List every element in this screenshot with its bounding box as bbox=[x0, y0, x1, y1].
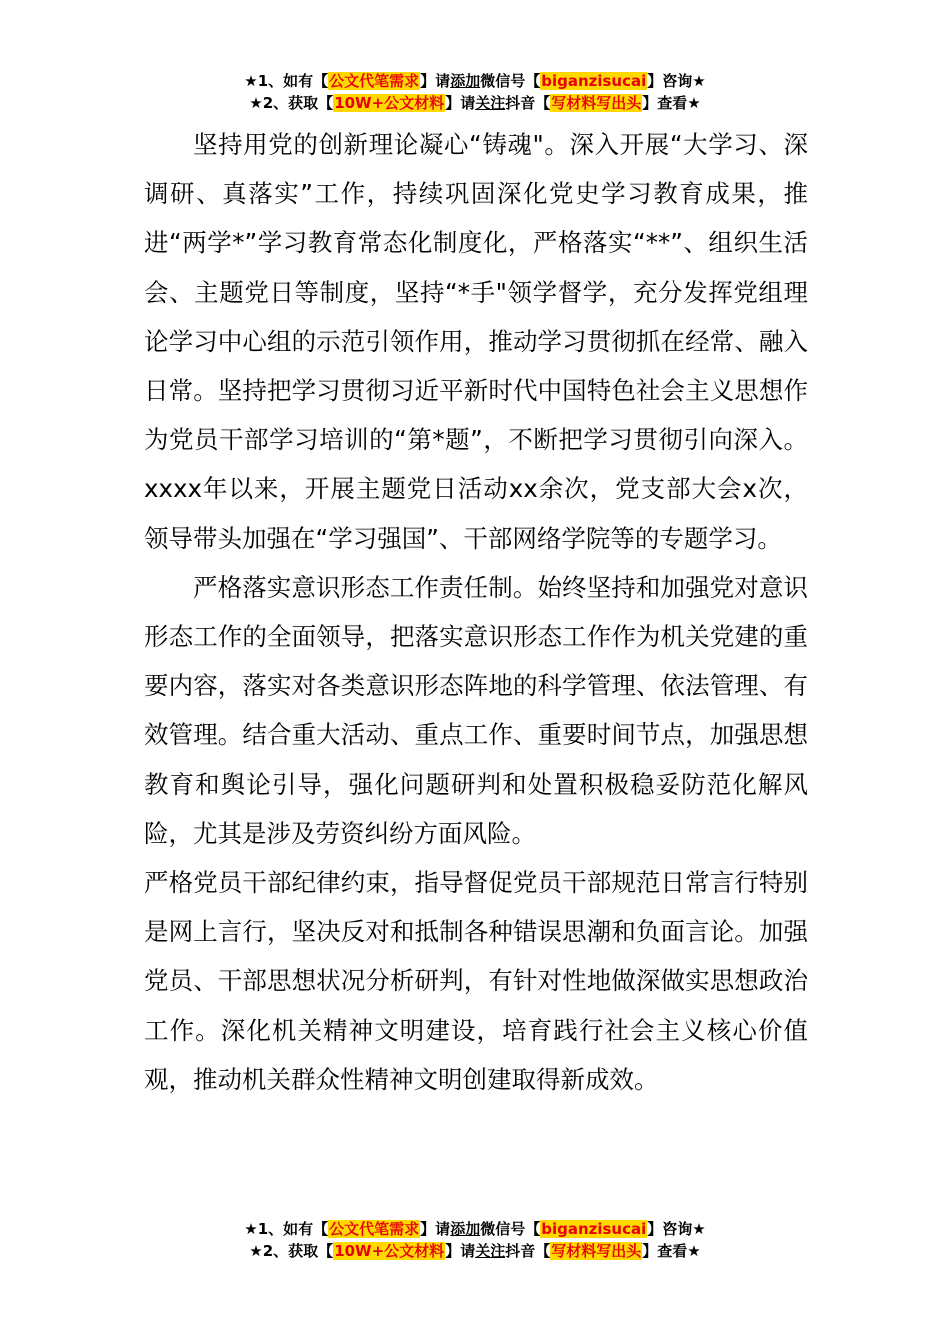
promo-highlight: 10W+公文材料 bbox=[334, 1242, 445, 1260]
promo-text: ★1、如有【 bbox=[244, 72, 329, 90]
promo-text: 】查看★ bbox=[642, 1242, 701, 1260]
promo-text: 微信号【 bbox=[480, 72, 541, 90]
promo-highlight-wechat-id: biganzisucai bbox=[541, 72, 647, 90]
body-paragraph: 严格落实意识形态工作责任制。始终坚持和加强党对意识形态工作的全面领导，把落实意识形态工作作为机关党建的重要内容，落实对各类意识形态阵地的科学管理、依法管理、有效管理。结合重大活动、重点工作、重要时间节点，加强思想教育和舆论引导，强化问题研判和处置积极稳妥防范化解风险，尤其是涉及劳资纠纷方面风险。 bbox=[144, 572, 808, 848]
promo-text: 】咨询★ bbox=[647, 1220, 706, 1238]
promo-highlight-douyin-id: 写材料写出头 bbox=[551, 1242, 642, 1260]
promo-line-2 bbox=[0, 92, 950, 114]
promo-banner-top bbox=[0, 70, 950, 114]
promo-text: ★1、如有【 bbox=[244, 1220, 329, 1238]
promo-text: 抖音【 bbox=[505, 94, 551, 112]
body-paragraph: 坚持用党的创新理论凝心“铸魂"。深入开展“大学习、深调研、真落实”工作，持续巩固深化党史学习教育成果，推进“两学*”学习教育常态化制度化，严格落实“**”、组织生活会、主题党日等制度，坚持“*手"领学督学，充分发挥党组理论学习中心组的示范引领作用，推动学习贯彻抓在经常、融入日常。坚持把学习贯彻习近平新时代中国特色社会主义思想作为党员干部学习培训的“第*题”，不断把学习贯彻引向深入。xxxx年以来，开展主题党日活动xx余次，党支部大会x次，领导带头加强在“学习强国”、干部网络学院等的专题学习。 bbox=[144, 130, 808, 553]
promo-text: 】咨询★ bbox=[647, 72, 706, 90]
promo-highlight: 公文代笔需求 bbox=[329, 72, 420, 90]
body-paragraph: 严格党员干部纪律约束，指导督促党员干部规范日常言行特别是网上言行，坚决反对和抵制各种错误思潮和负面言论。加强党员、干部思想状况分析研判，有针对性地做深做实思想政治工作。深化机关精神文明建设，培育践行社会主义核心价值观，推动机关群众性精神文明创建取得新成效。 bbox=[144, 868, 808, 1094]
promo-text: 】请 bbox=[420, 72, 451, 90]
promo-underlined-text: 关注 bbox=[475, 1242, 506, 1260]
promo-underlined-text: 添加 bbox=[450, 1220, 481, 1238]
promo-line-1 bbox=[0, 1218, 950, 1240]
promo-highlight: 10W+公文材料 bbox=[334, 94, 445, 112]
promo-text: 】请 bbox=[445, 1242, 476, 1260]
promo-text: 微信号【 bbox=[480, 1220, 541, 1238]
promo-underlined-text: 关注 bbox=[475, 94, 506, 112]
promo-line-2 bbox=[0, 1240, 950, 1262]
promo-highlight-wechat-id: biganzisucai bbox=[541, 1220, 647, 1238]
promo-text: ★2、获取【 bbox=[249, 1242, 334, 1260]
promo-underlined-text: 添加 bbox=[450, 72, 481, 90]
document-body bbox=[144, 120, 808, 1104]
promo-text: ★2、获取【 bbox=[249, 94, 334, 112]
promo-highlight: 公文代笔需求 bbox=[329, 1220, 420, 1238]
promo-text: 】请 bbox=[445, 94, 476, 112]
promo-text: 】查看★ bbox=[642, 94, 701, 112]
promo-text: 】请 bbox=[420, 1220, 451, 1238]
promo-text: 抖音【 bbox=[505, 1242, 551, 1260]
promo-highlight-douyin-id: 写材料写出头 bbox=[551, 94, 642, 112]
promo-banner-bottom bbox=[0, 1218, 950, 1262]
promo-line-1 bbox=[0, 70, 950, 92]
